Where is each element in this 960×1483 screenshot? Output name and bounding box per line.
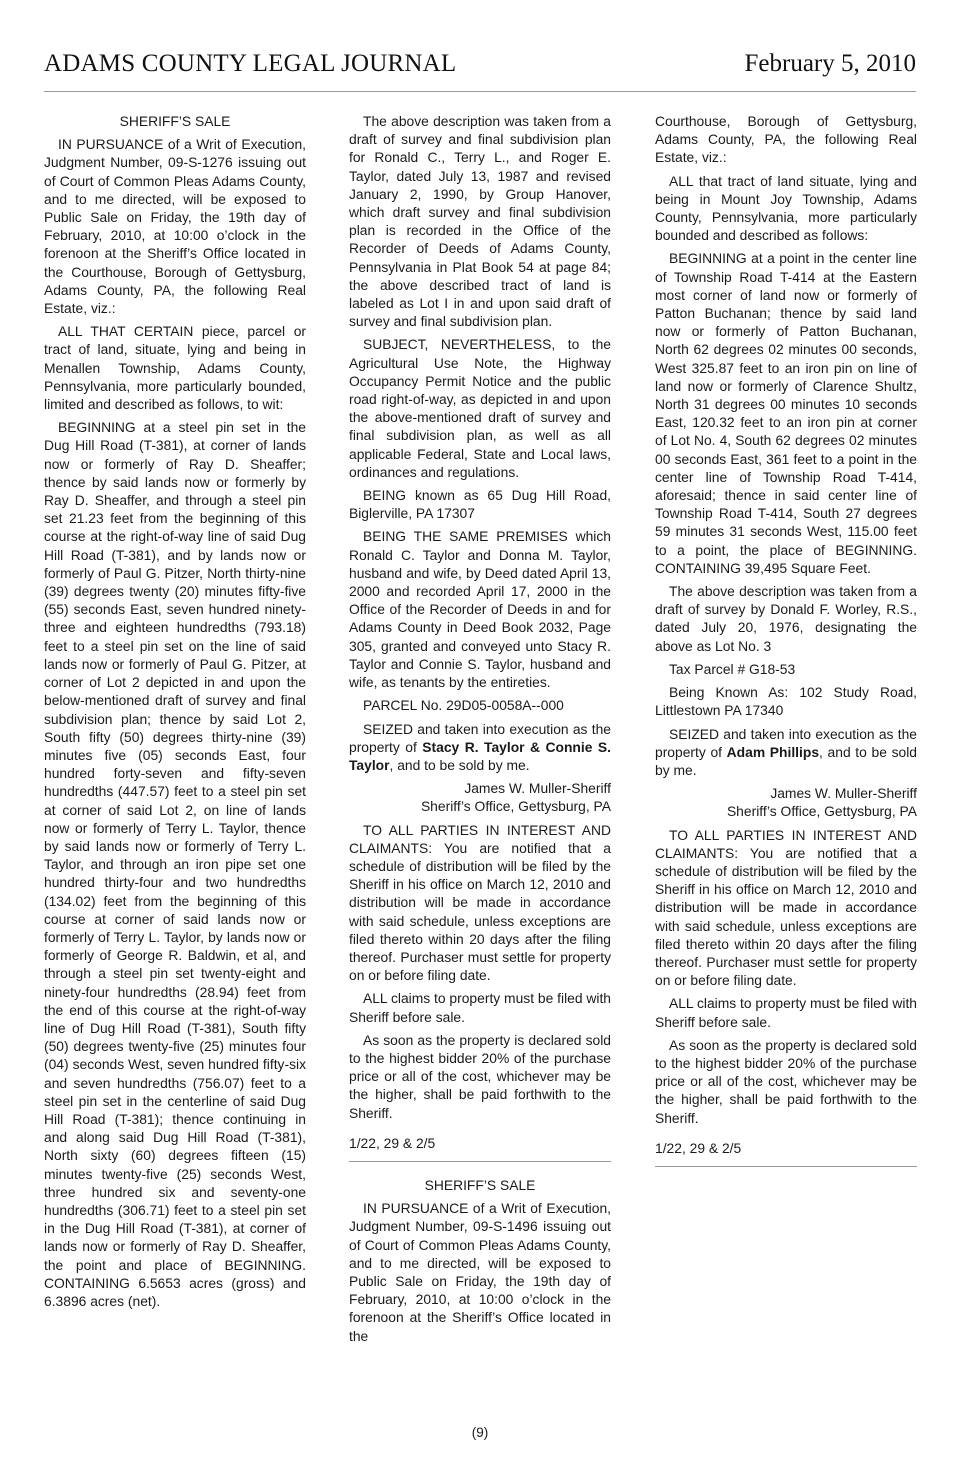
sale-1-bidder: As soon as the property is declared sold to the highest bidder 20% of the purchase price or all of the cost, whichever may be the higher, shall be paid forthwith to the Sheriff. <box>349 1031 611 1121</box>
sale-1-heading: SHERIFF’S SALE <box>119 113 231 129</box>
column-3-end-rule <box>655 1166 917 1167</box>
sale-2-owner: Adam Phillips <box>726 743 820 760</box>
sale-1-owner: Stacy R. Taylor & Connie S. Taylor <box>349 738 611 773</box>
sale-2-intro-part1: IN PURSUANCE of a Writ of Execution, Judgment Number, 09-S-1496 issuing out of Court of Common Pleas Adams County, and to me directed, will be exposed to Public Sale on Friday, the 19th day of February, 2010, at 10:00 o’clock in the forenoon at the Sheriff’s Office located in the <box>349 1200 611 1344</box>
sale-2-sheriff-name: James W. Muller-Sheriff <box>770 785 917 802</box>
sale-2-known-as: Being Known As: 102 Study Road, Littlestown PA 17340 <box>655 684 917 719</box>
sale-2-notice: TO ALL PARTIES IN INTEREST AND CLAIMANTS: You are notified that a schedule of distribution will be filed by the Sheriff in his office on March 12, 2010 and distribution will be made in accordance with said schedule, unless exceptions are filed thereto within 20 days after the filing thereof. Purchaser must settle for property on or before filing date. <box>655 826 917 989</box>
sale-2-sheriff-office: Sheriff’s Office, Gettysburg, PA <box>726 803 917 820</box>
sale-divider <box>349 1161 611 1162</box>
sale-1-description-source: The above description was taken from a draft of survey and final subdivision plan for Ronald C., Terry L., and Roger E. Taylor, dated July 13, 1987 and revised January 2, 1990, by Group Hanover, which draft survey and final subdivision plan is recorded in the Office of the Recorder of Deeds of Adams County, Pennsylvania in Plat Book 54 at page 84; the above described tract of land is labeled as Lot I in and upon said draft of survey and final subdivision plan. <box>349 113 611 330</box>
column-1 <box>44 112 306 1315</box>
sale-1-known-as: BEING known as 65 Dug Hill Road, Biglerville, PA 17307 <box>349 487 611 522</box>
column-3 <box>655 112 917 1181</box>
page-number: (9) <box>471 1425 489 1440</box>
sale-1-beginning: BEGINNING at a steel pin set in the Dug Hill Road (T-381), at corner of lands now or formerly of Ray D. Sheaffer; thence by said lands now or formerly by Ray D. Sheaffer, and through a steel pin set 21.23 feet from the beginning of this course at the right-of-way line of said Dug Hill Road (T-381), and by lands now or formerly of Paul G. Pitzer, North thirty-nine (39) degrees twenty (20) minutes fifty-five (55) seconds East, seven hundred ninety-three and eighteen hundredths (793.18) feet to a steel pin set on the line of said lands now or formerly of Paul G. Pitzer, at corner of Lot 2 depicted in and upon the below-mentioned draft of survey and final subdivision plan; thence by said Lot 2, South fifty (50) degrees thirty-nine (39) minutes five (05) seconds East, four hundred forty-seven and fifty-seven hundredths (447.57) feet to a steel pin set at corner of said Lot 2, on line of lands now or formerly of Terry L. Taylor, thence by said lands now or formerly of Terry L. Taylor, and through an iron pipe set one hundred thirty-four and two hundredths (134.02) feet from the beginning of this course at corner of said lands now or formerly of Terry L. Taylor, by lands now or formerly of George R. Baldwin, et al, and through a steel pin set twenty-eight and ninety-four hundredths (28.94) feet from the end of this course at the right-of-way line of Dug Hill Road (T-381), South fifty (50) degrees twenty-five (25) minutes four (04) seconds West, seven hundred fifty-six and seven hundredths (756.07) feet to a steel pin set in the centerline of said Dug Hill Road (T-381); thence continuing in and along said Dug Hill Road (T-381), North sixty (60) degrees fifteen (15) minutes twenty-five (25) seconds West, three hundred six and seventy-one hundredths (306.71) feet to a steel pin set in the Dug Hill Road (T-381), at corner of lands now or formerly of Ray D. Sheaffer, the point and place of BEGINNING. CONTAINING 6.5653 acres (gross) and 6.3896 acres (net). <box>44 419 306 1309</box>
sale-1-notice: TO ALL PARTIES IN INTEREST AND CLAIMANTS: You are notified that a schedule of distribution will be filed by the Sheriff in his office on March 12, 2010 and distribution will be made in accordance with said schedule, unless exceptions are filed thereto within 20 days after the filing thereof. Purchaser must settle for property on or before filing date. <box>349 821 611 984</box>
sale-2-bidder: As soon as the property is declared sold to the highest bidder 20% of the purchase price or all of the cost, whichever may be the higher, shall be paid forthwith to the Sheriff. <box>655 1036 917 1126</box>
sale-2-dates: 1/22, 29 & 2/5 <box>655 1139 742 1156</box>
sale-1-parcel: PARCEL No. 29D05-0058A--000 <box>363 697 564 714</box>
sale-1-seized-suffix: , and to be sold by me. <box>389 756 530 773</box>
sale-1-claims: ALL claims to property must be filed with Sheriff before sale. <box>349 990 612 1025</box>
sale-2-claims: ALL claims to property must be filed with Sheriff before sale. <box>655 995 918 1030</box>
sale-2-description-source: The above description was taken from a draft of survey by Donald F. Worley, R.S., dated July 20, 1976, designating the above as Lot No. 3 <box>655 583 917 654</box>
sale-2-seized-prefix: SEIZED and taken into execution as the property of <box>655 725 917 760</box>
sale-2-intro-part2: Courthouse, Borough of Gettysburg, Adams County, PA, the following Real Estate, viz.: <box>655 113 917 166</box>
sale-1-intro: IN PURSUANCE of a Writ of Execution, Judgment Number, 09-S-1276 issuing out of Court of Common Pleas Adams County, and to me directed, will be exposed to Public Sale on Friday, the 19th day of February, 2010, at 10:00 o’clock in the forenoon at the Sheriff’s Office located in the Courthouse, Borough of Gettysburg, Adams County, PA, the following Real Estate, viz.: <box>44 136 306 317</box>
sale-1-seized-prefix: SEIZED and taken into execution as the property of <box>349 720 611 755</box>
issue-date: February 5, 2010 <box>744 50 916 77</box>
sale-1-same-premises: BEING THE SAME PREMISES which Ronald C. Taylor and Donna M. Taylor, husband and wife, by Deed dated April 13, 2000 and recorded April 17, 2000 in the Office of the Recorder of Deeds in and for Adams County in Deed Book 2032, Page 305, granted and conveyed unto Stacy R. Taylor and Connie S. Taylor, husband and wife, as tenants by the entireties. <box>349 528 611 691</box>
sale-2-tax-parcel: Tax Parcel # G18-53 <box>669 660 796 677</box>
sale-2-beginning: BEGINNING at a point in the center line of Township Road T-414 at the Eastern most corner of land now or formerly of Patton Buchanan; thence by said land now or formerly of Patton Buchanan, North 62 degrees 02 minutes 00 seconds, West 325.87 feet to an iron pin on line of land now or formerly of Clarence Shultz, North 31 degrees 00 minutes 10 seconds East, 120.32 feet to an iron pin at corner of Lot No. 4, South 62 degrees 02 minutes 00 seconds East, 361 feet to a point in the center line of Township Road T-414, aforesaid; thence in said center line of Township Road T-414, South 27 degrees 59 minutes 31 seconds West, 115.00 feet to a point, the place of BEGINNING. CONTAINING 39,495 Square Feet. <box>655 250 917 576</box>
sale-2-tract: ALL that tract of land situate, lying and being in Mount Joy Township, Adams County, Pennsylvania, more particularly bounded and described as follows: <box>655 172 917 244</box>
sale-2-seized-suffix: , and to be sold by me. <box>655 743 917 778</box>
header-divider <box>44 91 916 92</box>
sale-1-subject: SUBJECT, NEVERTHELESS, to the Agricultural Use Note, the Highway Occupancy Permit Notice and the public road right-of-way, as depicted in and upon the above-mentioned draft of survey and final subdivision plan, as well as all applicable Federal, State and Local laws, ordinances and regulations. <box>349 336 611 480</box>
sale-1-seized <box>349 720 611 775</box>
masthead <box>44 50 916 84</box>
sale-1-sheriff-office: Sheriff’s Office, Gettysburg, PA <box>420 798 611 815</box>
sale-1-tract: ALL THAT CERTAIN piece, parcel or tract of land, situate, lying and being in Menallen Township, Adams County, Pennsylvania, more particularly bounded, limited and described as follows, to wit: <box>44 323 306 413</box>
sale-2-heading: SHERIFF’S SALE <box>424 1176 536 1193</box>
journal-title: ADAMS COUNTY LEGAL JOURNAL <box>44 50 457 77</box>
sale-2-seized <box>655 725 917 780</box>
column-2 <box>349 112 611 1350</box>
sale-1-dates: 1/22, 29 & 2/5 <box>349 1134 436 1151</box>
sale-1-sheriff-name: James W. Muller-Sheriff <box>464 780 611 797</box>
